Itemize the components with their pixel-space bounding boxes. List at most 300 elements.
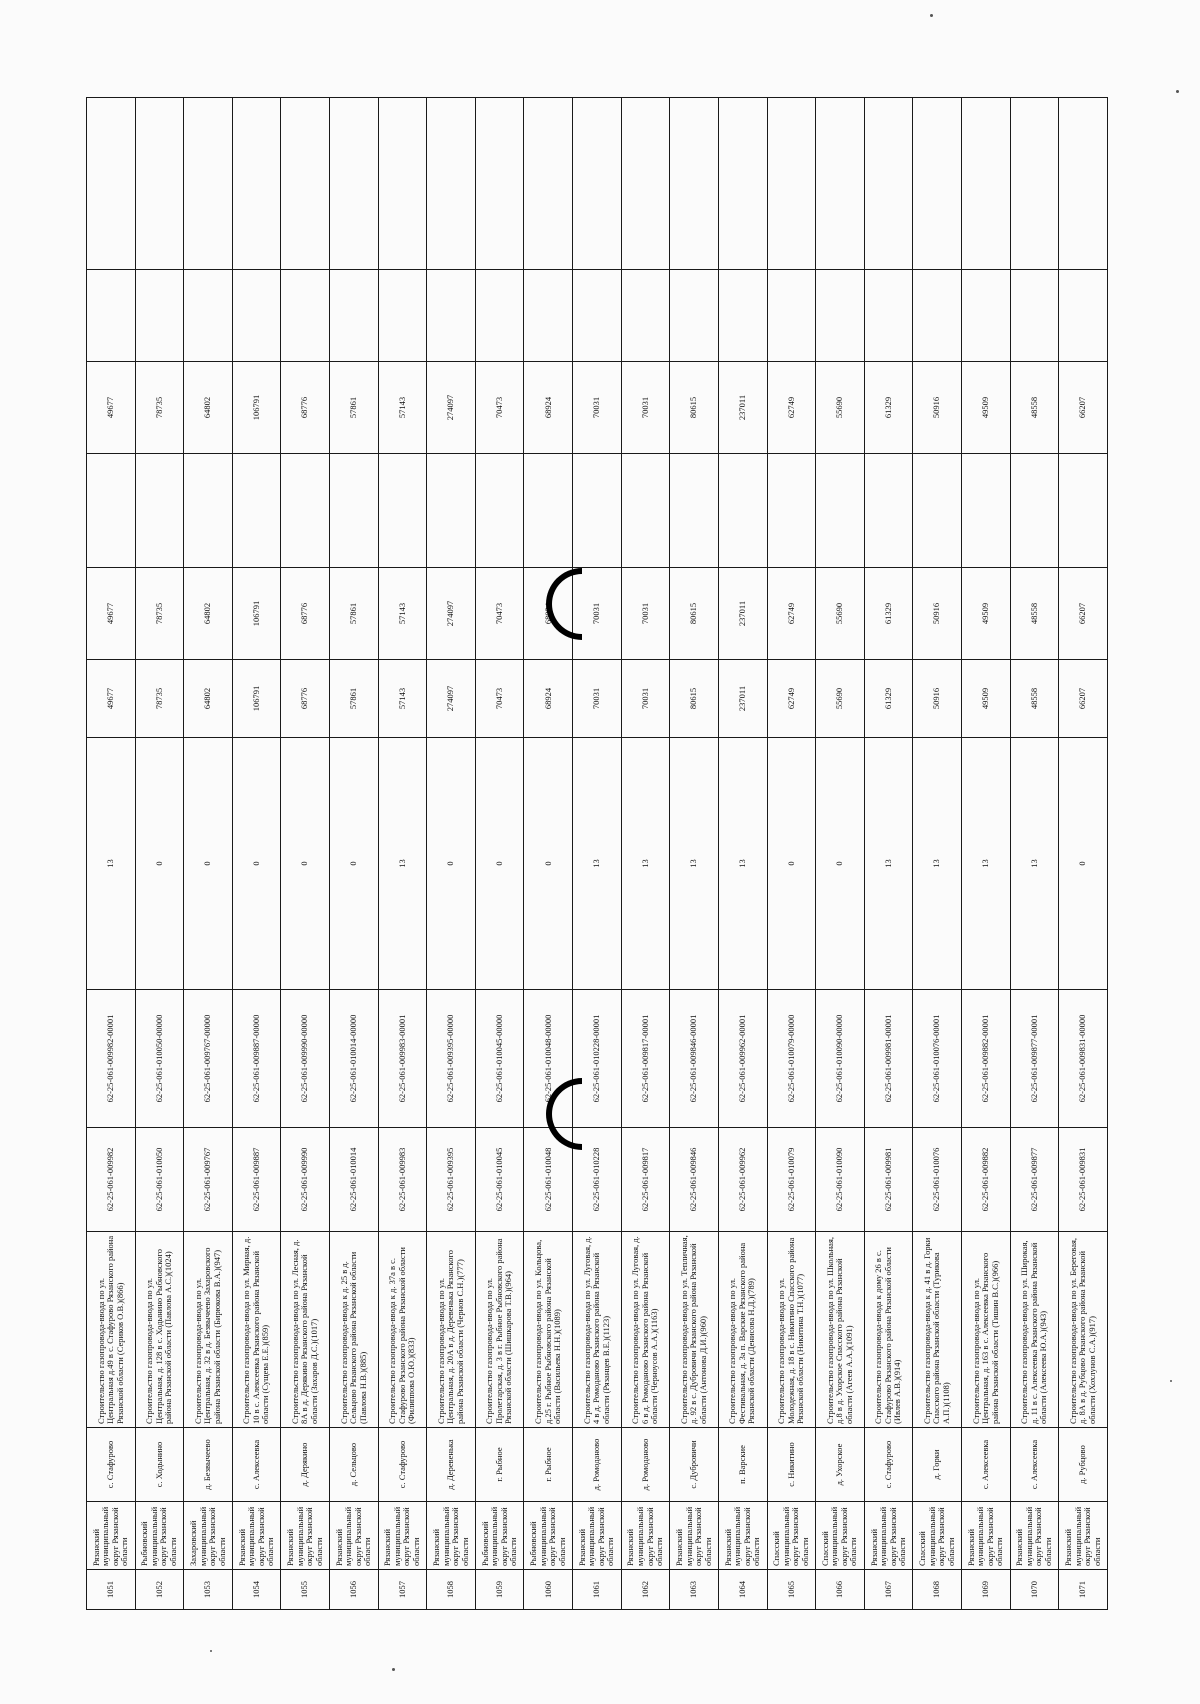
object-code-cell: 62-25-061-009962-00001 — [718, 990, 767, 1128]
value-cell: 57861 — [330, 362, 379, 454]
object-code-cell: 62-25-061-010090-00000 — [816, 990, 865, 1128]
object-code-cell: 62-25-061-009887-00000 — [232, 990, 281, 1128]
value-cell: 237011 — [718, 568, 767, 660]
empty-cell — [87, 454, 136, 568]
value-cell: 61329 — [864, 568, 913, 660]
row-number-cell: 1054 — [232, 1570, 281, 1610]
scan-dust-dot — [210, 1650, 212, 1652]
category-cell: 13 — [87, 738, 136, 990]
district-cell: Рязанский муниципальный округ Рязанской области — [621, 1502, 670, 1570]
value-cell: 78735 — [135, 568, 184, 660]
total-value-cell: 70031 — [573, 660, 622, 738]
value-cell: 70031 — [621, 568, 670, 660]
value-cell: 49509 — [961, 568, 1010, 660]
object-id-cell: 62-25-061-010045 — [475, 1128, 524, 1232]
settlement-cell: г. Рыбное — [475, 1428, 524, 1502]
total-value-cell: 237011 — [718, 660, 767, 738]
settlement-cell: д. Ухорское — [816, 1428, 865, 1502]
empty-cell — [816, 98, 865, 270]
district-cell: Рязанский муниципальный округ Рязанской области — [1010, 1502, 1059, 1570]
empty-cell — [427, 454, 476, 568]
empty-cell — [378, 454, 427, 568]
object-code-cell: 62-25-061-010014-00000 — [330, 990, 379, 1128]
value-cell: 64802 — [184, 362, 233, 454]
settlement-cell: с. Стафурово — [864, 1428, 913, 1502]
settlement-cell: с. Стафурово — [378, 1428, 427, 1502]
scan-dust-dot — [1176, 90, 1179, 93]
total-value-cell: 50916 — [913, 660, 962, 738]
empty-cell — [621, 454, 670, 568]
total-value-cell: 80615 — [670, 660, 719, 738]
scan-dust-dot — [392, 1668, 395, 1671]
row-number-cell: 1062 — [621, 1570, 670, 1610]
object-code-cell: 62-25-061-009982-00001 — [87, 990, 136, 1128]
empty-cell — [767, 454, 816, 568]
empty-cell — [864, 270, 913, 362]
empty-cell — [135, 270, 184, 362]
object-id-cell: 62-25-061-009962 — [718, 1128, 767, 1232]
description-cell: Строительство газопровода-ввода к д. 41 в д. Горки Спасского района Рязанской области (Турикова А.П.)(1108) — [913, 1232, 962, 1428]
district-cell: Спасский муниципальный округ Рязанской области — [767, 1502, 816, 1570]
settlement-cell: д. Деревенька — [427, 1428, 476, 1502]
object-id-cell: 62-25-061-009831 — [1059, 1128, 1108, 1232]
empty-cell — [232, 270, 281, 362]
object-id-cell: 62-25-061-010228 — [573, 1128, 622, 1232]
empty-cell — [135, 98, 184, 270]
value-cell: 68776 — [281, 362, 330, 454]
description-cell: Строительство газопровода-ввода по ул. Центральная, д. 32 в д. Безвычеево Захаровского района Рязанской области (Бирюкова В.А.)(947) — [184, 1232, 233, 1428]
empty-cell — [524, 270, 573, 362]
row-number-cell: 1071 — [1059, 1570, 1108, 1610]
description-cell: Строительство газопровода-ввода по ул. Фестивальная, д. 3а п. Варские Рязанского района Рязанской области (Денисова Н.Д.)(789) — [718, 1232, 767, 1428]
settlement-cell: с. Алексеевка — [1010, 1428, 1059, 1502]
table-row — [135, 98, 184, 1610]
category-cell: 13 — [864, 738, 913, 990]
table-row — [1010, 98, 1059, 1610]
value-cell: 57143 — [378, 568, 427, 660]
category-cell: 13 — [670, 738, 719, 990]
object-id-cell: 62-25-061-010048 — [524, 1128, 573, 1232]
category-cell: 0 — [330, 738, 379, 990]
row-number-cell: 1052 — [135, 1570, 184, 1610]
empty-cell — [1010, 98, 1059, 270]
row-number-cell: 1053 — [184, 1570, 233, 1610]
description-cell: Строительство газопровода-ввода по ул. Луговая, д. 4 в д. Ромоданово Рязанского района Рязанской области (Рязанцев В.Е.)(1123) — [573, 1232, 622, 1428]
value-cell: 48558 — [1010, 362, 1059, 454]
total-value-cell: 66207 — [1059, 660, 1108, 738]
table-row — [330, 98, 379, 1610]
empty-cell — [475, 98, 524, 270]
settlement-cell: д. Дерякино — [281, 1428, 330, 1502]
row-number-cell: 1070 — [1010, 1570, 1059, 1610]
empty-cell — [573, 98, 622, 270]
district-cell: Рязанский муниципальный округ Рязанской области — [281, 1502, 330, 1570]
category-cell: 0 — [524, 738, 573, 990]
table-row — [670, 98, 719, 1610]
empty-cell — [135, 454, 184, 568]
district-cell: Рязанский муниципальный округ Рязанской области — [87, 1502, 136, 1570]
empty-cell — [87, 270, 136, 362]
row-number-cell: 1055 — [281, 1570, 330, 1610]
object-code-cell: 62-25-061-009395-00000 — [427, 990, 476, 1128]
row-number-cell: 1063 — [670, 1570, 719, 1610]
object-id-cell: 62-25-061-010014 — [330, 1128, 379, 1232]
object-id-cell: 62-25-061-009983 — [378, 1128, 427, 1232]
value-cell: 237011 — [718, 362, 767, 454]
district-cell: Рязанский муниципальный округ Рязанской области — [330, 1502, 379, 1570]
object-id-cell: 62-25-061-009767 — [184, 1128, 233, 1232]
value-cell: 49677 — [87, 568, 136, 660]
empty-cell — [184, 270, 233, 362]
value-cell: 62749 — [767, 568, 816, 660]
object-id-cell: 62-25-061-009990 — [281, 1128, 330, 1232]
value-cell: 62749 — [767, 362, 816, 454]
scan-dust-dot — [1170, 1380, 1172, 1382]
object-code-cell: 62-25-061-009983-00001 — [378, 990, 427, 1128]
total-value-cell: 274097 — [427, 660, 476, 738]
object-code-cell: 62-25-061-009882-00001 — [961, 990, 1010, 1128]
empty-cell — [573, 270, 622, 362]
district-cell: Рязанский муниципальный округ Рязанской области — [864, 1502, 913, 1570]
object-code-cell: 62-25-061-009767-00000 — [184, 990, 233, 1128]
district-cell: Захаровский муниципальный округ Рязанской области — [184, 1502, 233, 1570]
description-cell: Строительство газопровода-ввода по ул. Лесная, д. 8А в д. Дерякино Рязанского района Рязанской области (Захаров Д.С.)(1017) — [281, 1232, 330, 1428]
value-cell: 70473 — [475, 568, 524, 660]
category-cell: 0 — [1059, 738, 1108, 990]
table-row — [718, 98, 767, 1610]
value-cell: 49677 — [87, 362, 136, 454]
empty-cell — [87, 98, 136, 270]
empty-cell — [281, 98, 330, 270]
object-id-cell: 62-25-061-010090 — [816, 1128, 865, 1232]
settlement-cell: с. Алексеевка — [961, 1428, 1010, 1502]
table-row — [232, 98, 281, 1610]
empty-cell — [961, 98, 1010, 270]
row-number-cell: 1058 — [427, 1570, 476, 1610]
row-number-cell: 1067 — [864, 1570, 913, 1610]
row-number-cell: 1065 — [767, 1570, 816, 1610]
empty-cell — [913, 98, 962, 270]
value-cell: 68924 — [524, 568, 573, 660]
empty-cell — [961, 270, 1010, 362]
empty-cell — [670, 270, 719, 362]
description-cell: Строительство газопровода-ввода по ул. Молодежная, д. 18 в с. Никитино Спасского района Рязанской области (Никитина Т.Н.)(1077) — [767, 1232, 816, 1428]
value-cell: 66207 — [1059, 568, 1108, 660]
category-cell: 0 — [475, 738, 524, 990]
description-cell: Строительство газопровода-ввода к д. 25 в д. Сельцово Рязанского района Рязанской области (Павлова Н.В.)(885) — [330, 1232, 379, 1428]
description-cell: Строительство газопровода-ввода по ул. Школьная, д.8 в д. Ухорское Спасского района Рязанской области (Агеев А.А.)(1091) — [816, 1232, 865, 1428]
table-row — [767, 98, 816, 1610]
empty-cell — [718, 98, 767, 270]
settlement-cell: с. Ходынино — [135, 1428, 184, 1502]
row-number-cell: 1068 — [913, 1570, 962, 1610]
object-code-cell: 62-25-061-010228-00001 — [573, 990, 622, 1128]
value-cell: 49509 — [961, 362, 1010, 454]
empty-cell — [184, 454, 233, 568]
row-number-cell: 1059 — [475, 1570, 524, 1610]
empty-cell — [184, 98, 233, 270]
settlement-cell: с. Стафурово — [87, 1428, 136, 1502]
empty-cell — [232, 98, 281, 270]
empty-cell — [330, 98, 379, 270]
description-cell: Строительство газопровода-ввода по ул. Центральная, д. 128 в с. Ходынино Рыбновского района Рязанской области (Павлова А.С.)(1024) — [135, 1232, 184, 1428]
category-cell: 0 — [232, 738, 281, 990]
value-cell: 274097 — [427, 362, 476, 454]
total-value-cell: 57143 — [378, 660, 427, 738]
settlement-cell: г. Рыбное — [524, 1428, 573, 1502]
value-cell: 55690 — [816, 362, 865, 454]
empty-cell — [767, 270, 816, 362]
total-value-cell: 55690 — [816, 660, 865, 738]
description-cell: Строительство газопровода-ввода по ул. Центральная д.49 в с. Стафурово Рязанского района Рязанской области (Сериков О.В.)(866) — [87, 1232, 136, 1428]
object-id-cell: 62-25-061-009981 — [864, 1128, 913, 1232]
empty-cell — [913, 270, 962, 362]
description-cell: Строительство газопровода-ввода по ул. Тепличная, д. 92 в с. Дубровичи Рязанского района Рязанской области (Антонова Д.И.)(960) — [670, 1232, 719, 1428]
value-cell: 80615 — [670, 362, 719, 454]
object-code-cell: 62-25-061-010050-00000 — [135, 990, 184, 1128]
object-code-cell: 62-25-061-009990-00000 — [281, 990, 330, 1128]
empty-cell — [961, 454, 1010, 568]
category-cell: 13 — [913, 738, 962, 990]
description-cell: Строительство газопровода-ввода по ул. Центральная, д. 163 в с. Алексеевка Рязанского района Рязанской области (Тишин В.С.)(966) — [961, 1232, 1010, 1428]
value-cell: 106791 — [232, 568, 281, 660]
category-cell: 0 — [427, 738, 476, 990]
table-row — [864, 98, 913, 1610]
row-number-cell: 1069 — [961, 1570, 1010, 1610]
empty-cell — [378, 270, 427, 362]
value-cell: 106791 — [232, 362, 281, 454]
category-cell: 0 — [767, 738, 816, 990]
settlement-cell: д. Ромоданово — [573, 1428, 622, 1502]
empty-cell — [670, 454, 719, 568]
description-cell: Строительство газопровода-ввода по ул. Мирная, д. 10 в с. Алексеевка Рязанского района Рязанской области (Сущева Е.Е.)(859) — [232, 1232, 281, 1428]
object-id-cell: 62-25-061-010076 — [913, 1128, 962, 1232]
object-code-cell: 62-25-061-010076-00001 — [913, 990, 962, 1128]
district-cell: Рязанский муниципальный округ Рязанской области — [378, 1502, 427, 1570]
empty-cell — [670, 98, 719, 270]
empty-cell — [427, 98, 476, 270]
table-row — [621, 98, 670, 1610]
empty-cell — [281, 454, 330, 568]
empty-cell — [913, 454, 962, 568]
value-cell: 68924 — [524, 362, 573, 454]
value-cell: 70031 — [573, 568, 622, 660]
row-number-cell: 1066 — [816, 1570, 865, 1610]
value-cell: 70031 — [621, 362, 670, 454]
total-value-cell: 78735 — [135, 660, 184, 738]
empty-cell — [1059, 454, 1108, 568]
empty-cell — [232, 454, 281, 568]
table-row — [913, 98, 962, 1610]
row-number-cell: 1060 — [524, 1570, 573, 1610]
total-value-cell: 61329 — [864, 660, 913, 738]
district-cell: Рязанский муниципальный округ Рязанской области — [573, 1502, 622, 1570]
settlement-cell: п. Варские — [718, 1428, 767, 1502]
description-cell: Строительство газопровода-ввода по ул. Береговая, д. 8А в д. Рубцово Рязанского района Рязанской области (Хохлунов С.А.)(917) — [1059, 1232, 1108, 1428]
table-row — [475, 98, 524, 1610]
table-row — [378, 98, 427, 1610]
district-cell: Рязанский муниципальный округ Рязанской области — [232, 1502, 281, 1570]
row-number-cell: 1057 — [378, 1570, 427, 1610]
total-value-cell: 106791 — [232, 660, 281, 738]
empty-cell — [475, 270, 524, 362]
category-cell: 0 — [184, 738, 233, 990]
value-cell: 57143 — [378, 362, 427, 454]
description-cell: Строительство газопровода-ввода по ул. Широкая, д. 11 в с. Алексеевка Рязанского района Рязанской области (Алексеева Ю.А.)(943) — [1010, 1232, 1059, 1428]
empty-cell — [864, 454, 913, 568]
empty-cell — [621, 98, 670, 270]
total-value-cell: 49509 — [961, 660, 1010, 738]
row-number-cell: 1056 — [330, 1570, 379, 1610]
object-id-cell: 62-25-061-009882 — [961, 1128, 1010, 1232]
object-code-cell: 62-25-061-009846-00001 — [670, 990, 719, 1128]
empty-cell — [330, 270, 379, 362]
description-cell: Строительство газопровода-ввода к д. 37а в с. Стафурово Рязанского района Рязанской области (Филиппова О.Ю.)(833) — [378, 1232, 427, 1428]
empty-cell — [1059, 270, 1108, 362]
object-id-cell: 62-25-061-009982 — [87, 1128, 136, 1232]
empty-cell — [524, 98, 573, 270]
description-cell: Строительство газопровода-ввода по ул. Пролетарская, д. 3 в г. Рыбное Рыбновского района Рязанской области (Шишкарова Т.В.)(964) — [475, 1232, 524, 1428]
district-cell: Рязанский муниципальный округ Рязанской области — [670, 1502, 719, 1570]
table-row — [524, 98, 573, 1610]
district-cell: Спасский муниципальный округ Рязанской области — [913, 1502, 962, 1570]
object-id-cell: 62-25-061-009887 — [232, 1128, 281, 1232]
value-cell: 50916 — [913, 568, 962, 660]
object-code-cell: 62-25-061-010045-00000 — [475, 990, 524, 1128]
table-row — [184, 98, 233, 1610]
value-cell: 55690 — [816, 568, 865, 660]
empty-cell — [864, 98, 913, 270]
district-cell: Рыбновский муниципальный округ Рязанской области — [475, 1502, 524, 1570]
table-row — [816, 98, 865, 1610]
total-value-cell: 68776 — [281, 660, 330, 738]
row-number-cell: 1064 — [718, 1570, 767, 1610]
value-cell: 78735 — [135, 362, 184, 454]
value-cell: 80615 — [670, 568, 719, 660]
object-id-cell: 62-25-061-009395 — [427, 1128, 476, 1232]
value-cell: 64802 — [184, 568, 233, 660]
settlement-cell: д. Ромоданово — [621, 1428, 670, 1502]
empty-cell — [524, 454, 573, 568]
total-value-cell: 48558 — [1010, 660, 1059, 738]
row-number-cell: 1051 — [87, 1570, 136, 1610]
category-cell: 13 — [718, 738, 767, 990]
category-cell: 13 — [1010, 738, 1059, 990]
table-row — [1059, 98, 1108, 1610]
empty-cell — [718, 454, 767, 568]
table-body — [87, 98, 1108, 1610]
object-code-cell: 62-25-061-009981-00001 — [864, 990, 913, 1128]
category-cell: 0 — [281, 738, 330, 990]
object-code-cell: 62-25-061-009877-00001 — [1010, 990, 1059, 1128]
value-cell: 274097 — [427, 568, 476, 660]
table-row — [573, 98, 622, 1610]
settlement-cell: с. Алексеевка — [232, 1428, 281, 1502]
gasification-table — [86, 97, 1108, 1610]
total-value-cell: 62749 — [767, 660, 816, 738]
total-value-cell: 49677 — [87, 660, 136, 738]
empty-cell — [816, 270, 865, 362]
value-cell: 70031 — [573, 362, 622, 454]
empty-cell — [427, 270, 476, 362]
district-cell: Рязанский муниципальный округ Рязанской области — [427, 1502, 476, 1570]
table-row — [961, 98, 1010, 1610]
empty-cell — [718, 270, 767, 362]
empty-cell — [1010, 454, 1059, 568]
value-cell: 50916 — [913, 362, 962, 454]
value-cell: 61329 — [864, 362, 913, 454]
empty-cell — [573, 454, 622, 568]
object-id-cell: 62-25-061-009846 — [670, 1128, 719, 1232]
district-cell: Рязанский муниципальный округ Рязанской области — [961, 1502, 1010, 1570]
settlement-cell: д. Горки — [913, 1428, 962, 1502]
empty-cell — [475, 454, 524, 568]
description-cell: Строительство газопровода-ввода по ул. Центральная, д. 20А в д. Деревенька Рязанского района Рязанской области (Чернов С.Н.)(777) — [427, 1232, 476, 1428]
object-id-cell: 62-25-061-009817 — [621, 1128, 670, 1232]
total-value-cell: 57861 — [330, 660, 379, 738]
object-code-cell: 62-25-061-010079-00000 — [767, 990, 816, 1128]
description-cell: Строительство газопровода-ввода по ул. Кольцова, д.25 г. Рыбное Рыбновского района Рязанской области (Васильева Н.Н.)(1089) — [524, 1232, 573, 1428]
object-id-cell: 62-25-061-010050 — [135, 1128, 184, 1232]
empty-cell — [281, 270, 330, 362]
object-code-cell: 62-25-061-010048-00000 — [524, 990, 573, 1128]
category-cell: 13 — [961, 738, 1010, 990]
total-value-cell: 70031 — [621, 660, 670, 738]
category-cell: 13 — [378, 738, 427, 990]
total-value-cell: 64802 — [184, 660, 233, 738]
district-cell: Спасский муниципальный округ Рязанской области — [816, 1502, 865, 1570]
table-row — [427, 98, 476, 1610]
table-row — [281, 98, 330, 1610]
table-row — [87, 98, 136, 1610]
value-cell: 68776 — [281, 568, 330, 660]
district-cell: Рязанский муниципальный округ Рязанской области — [1059, 1502, 1108, 1570]
empty-cell — [621, 270, 670, 362]
value-cell: 57861 — [330, 568, 379, 660]
row-number-cell: 1061 — [573, 1570, 622, 1610]
object-id-cell: 62-25-061-010079 — [767, 1128, 816, 1232]
empty-cell — [767, 98, 816, 270]
empty-cell — [378, 98, 427, 270]
empty-cell — [330, 454, 379, 568]
settlement-cell: д. Рубцово — [1059, 1428, 1108, 1502]
value-cell: 48558 — [1010, 568, 1059, 660]
settlement-cell: д. Безвычеево — [184, 1428, 233, 1502]
value-cell: 66207 — [1059, 362, 1108, 454]
rotated-table-container — [86, 98, 1108, 1610]
object-code-cell: 62-25-061-009831-00000 — [1059, 990, 1108, 1128]
empty-cell — [816, 454, 865, 568]
object-code-cell: 62-25-061-009817-00001 — [621, 990, 670, 1128]
object-id-cell: 62-25-061-009877 — [1010, 1128, 1059, 1232]
district-cell: Рыбновский муниципальный округ Рязанской области — [135, 1502, 184, 1570]
description-cell: Строительство газопровода-ввода по ул. Луговая, д. 6 в д. Ромоданово Рязанского района Рязанской области (Черноусов А.А.)(1163) — [621, 1232, 670, 1428]
total-value-cell: 70473 — [475, 660, 524, 738]
value-cell: 70473 — [475, 362, 524, 454]
total-value-cell: 68924 — [524, 660, 573, 738]
category-cell: 13 — [621, 738, 670, 990]
settlement-cell: д. Сельцово — [330, 1428, 379, 1502]
empty-cell — [1010, 270, 1059, 362]
category-cell: 0 — [816, 738, 865, 990]
category-cell: 13 — [573, 738, 622, 990]
settlement-cell: с. Дубровичи — [670, 1428, 719, 1502]
description-cell: Строительство газопровода-ввода к дому 26 в с. Стафурово Рязанского района Рязанской области (Ивлев А.В.)(914) — [864, 1232, 913, 1428]
district-cell: Рязанский муниципальный округ Рязанской области — [718, 1502, 767, 1570]
settlement-cell: с. Никитино — [767, 1428, 816, 1502]
scan-dust-dot — [930, 14, 933, 17]
empty-cell — [1059, 98, 1108, 270]
